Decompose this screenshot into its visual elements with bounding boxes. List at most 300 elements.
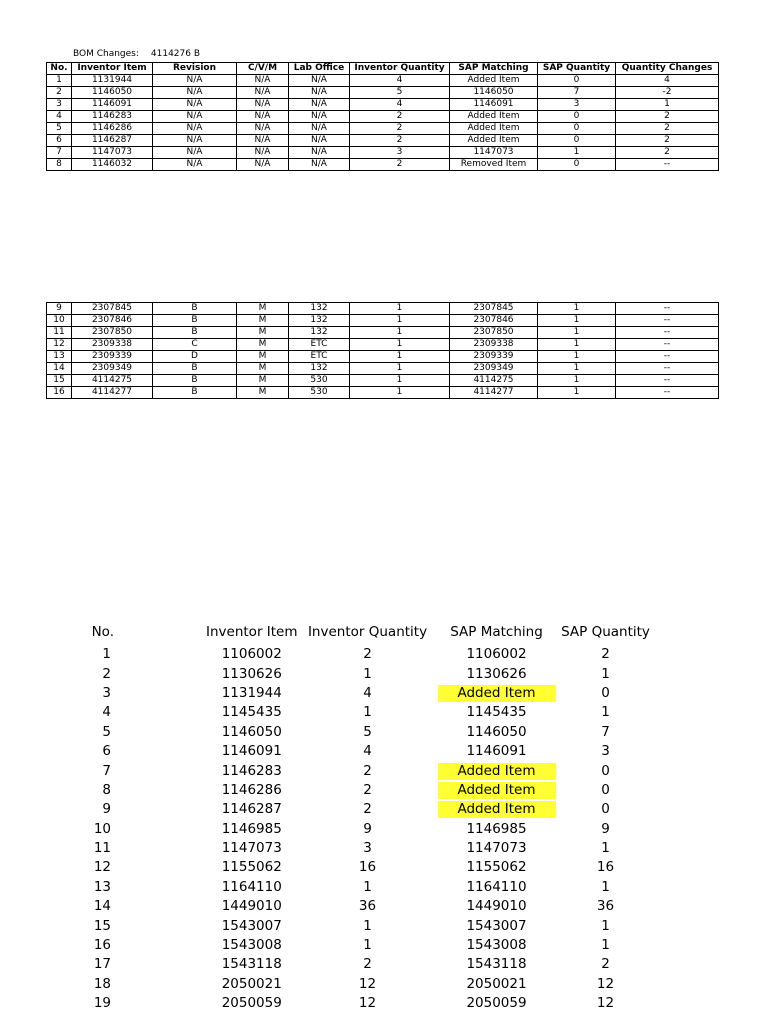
table-cell: 2307846 bbox=[450, 315, 538, 327]
list-cell: 1106002 bbox=[221, 646, 282, 663]
table-cell: -- bbox=[616, 387, 719, 399]
list-cell: 1146091 bbox=[466, 743, 527, 760]
table-cell: 2307850 bbox=[72, 327, 153, 339]
list-cell: 9 bbox=[601, 820, 610, 837]
list-cell: 5 bbox=[363, 723, 372, 740]
list-item bbox=[0, 742, 656, 761]
list-cell bbox=[438, 761, 556, 780]
table-cell: N/A bbox=[237, 99, 289, 111]
table-cell: 4 bbox=[47, 111, 72, 123]
table-cell: N/A bbox=[153, 99, 237, 111]
table-cell: 13 bbox=[47, 351, 72, 363]
list-cell: 1543118 bbox=[466, 956, 527, 973]
table-cell: 132 bbox=[289, 315, 350, 327]
table-row bbox=[47, 99, 719, 111]
table-cell: 1 bbox=[538, 363, 616, 375]
list-cell: 1146286 bbox=[221, 781, 282, 798]
list-cell: 4 bbox=[363, 684, 372, 701]
list-cell: 1 bbox=[363, 878, 372, 895]
list-cell: 4 bbox=[363, 743, 372, 760]
list-cell: 1543008 bbox=[221, 937, 282, 954]
added-item-highlight: Added Item bbox=[438, 685, 556, 702]
table-cell: 4114275 bbox=[450, 375, 538, 387]
list-cell: 1146287 bbox=[221, 801, 282, 818]
list-cell: 1 bbox=[601, 917, 610, 934]
table-cell: 2 bbox=[47, 87, 72, 99]
table-cell: N/A bbox=[237, 135, 289, 147]
table-cell: Added Item bbox=[450, 135, 538, 147]
table-cell: Added Item bbox=[450, 75, 538, 87]
table-cell: 2309338 bbox=[450, 339, 538, 351]
table-cell: 2309339 bbox=[72, 351, 153, 363]
list-cell: 1146985 bbox=[221, 820, 282, 837]
table-row bbox=[47, 303, 719, 315]
list-cell: 2 bbox=[363, 781, 372, 798]
table-cell: 132 bbox=[289, 303, 350, 315]
table-cell: 2309338 bbox=[72, 339, 153, 351]
bom-changes-table-continued bbox=[46, 302, 719, 399]
list-cell: 0 bbox=[601, 684, 610, 701]
list-item bbox=[0, 878, 656, 897]
bom-changes-table bbox=[46, 62, 719, 171]
column-header: Revision bbox=[153, 63, 237, 75]
list-cell: 1146091 bbox=[221, 743, 282, 760]
list-cell: 2 bbox=[102, 665, 111, 682]
table-cell: 2309339 bbox=[450, 351, 538, 363]
list-cell: 12 bbox=[93, 859, 111, 876]
bom-changes-value: 4114276 B bbox=[150, 49, 201, 59]
list-cell: 1 bbox=[363, 917, 372, 934]
table-cell: 1146287 bbox=[72, 135, 153, 147]
table-cell: N/A bbox=[289, 135, 350, 147]
table-cell: 1 bbox=[616, 99, 719, 111]
table-cell: 3 bbox=[350, 147, 450, 159]
table-cell: 1146091 bbox=[450, 99, 538, 111]
table-cell: N/A bbox=[237, 111, 289, 123]
list-cell: 1 bbox=[363, 665, 372, 682]
table-cell: 4 bbox=[350, 75, 450, 87]
list-cell: 1 bbox=[601, 937, 610, 954]
table-cell: 2309349 bbox=[72, 363, 153, 375]
list-cell: 16 bbox=[93, 937, 111, 954]
list-cell: 0 bbox=[601, 781, 610, 798]
list-cell: 2 bbox=[363, 956, 372, 973]
list-cell: 1 bbox=[363, 704, 372, 721]
table-cell: 530 bbox=[289, 375, 350, 387]
list-cell: 2 bbox=[601, 646, 610, 663]
table-cell: 14 bbox=[47, 363, 72, 375]
list-cell: 1 bbox=[102, 646, 111, 663]
table-row bbox=[47, 147, 719, 159]
table-cell: N/A bbox=[289, 111, 350, 123]
list-item bbox=[0, 839, 656, 858]
table-cell: -- bbox=[616, 351, 719, 363]
table-cell: 1146050 bbox=[72, 87, 153, 99]
table-cell: 1146032 bbox=[72, 159, 153, 171]
table-cell: 2 bbox=[616, 123, 719, 135]
list-item bbox=[0, 761, 656, 780]
list-cell: 1543007 bbox=[466, 917, 527, 934]
table-cell: N/A bbox=[153, 147, 237, 159]
column-header: No. bbox=[47, 63, 72, 75]
added-item-highlight: Added Item bbox=[438, 801, 556, 818]
list-cell: 0 bbox=[601, 762, 610, 779]
table-cell: 530 bbox=[289, 387, 350, 399]
list-item bbox=[0, 664, 656, 683]
bom-changes-caption bbox=[73, 49, 200, 59]
table-cell: 1 bbox=[350, 375, 450, 387]
table-cell: B bbox=[153, 327, 237, 339]
list-cell bbox=[438, 684, 556, 703]
list-cell: 1449010 bbox=[466, 898, 527, 915]
table-row bbox=[47, 87, 719, 99]
table-cell: 7 bbox=[538, 87, 616, 99]
table-cell: 2309349 bbox=[450, 363, 538, 375]
list-cell: 2050059 bbox=[221, 995, 282, 1012]
table-cell: ETC bbox=[289, 339, 350, 351]
list-item bbox=[0, 936, 656, 955]
table-cell: 1146091 bbox=[72, 99, 153, 111]
list-cell: 3 bbox=[601, 743, 610, 760]
column-header: SAP Matching bbox=[450, 63, 538, 75]
column-header: SAP Quantity bbox=[561, 624, 650, 640]
list-cell: 13 bbox=[93, 878, 111, 895]
table-cell: 9 bbox=[47, 303, 72, 315]
list-item bbox=[0, 820, 656, 839]
table-cell: N/A bbox=[153, 123, 237, 135]
table-cell: 3 bbox=[47, 99, 72, 111]
table-cell: N/A bbox=[237, 159, 289, 171]
list-cell: 3 bbox=[102, 684, 111, 701]
table-cell: M bbox=[237, 339, 289, 351]
list-cell: 2050021 bbox=[466, 975, 527, 992]
table-cell: 1 bbox=[538, 303, 616, 315]
table-cell: 1 bbox=[538, 147, 616, 159]
list-cell: 2050021 bbox=[221, 975, 282, 992]
table-cell: 1 bbox=[538, 351, 616, 363]
table-cell: 2 bbox=[350, 135, 450, 147]
list-item bbox=[0, 723, 656, 742]
table-cell: 16 bbox=[47, 387, 72, 399]
table-cell: M bbox=[237, 375, 289, 387]
list-cell: 4 bbox=[102, 704, 111, 721]
table-cell: 1 bbox=[350, 351, 450, 363]
list-cell: 19 bbox=[93, 995, 111, 1012]
list-item bbox=[0, 858, 656, 877]
list-cell: 16 bbox=[358, 859, 377, 876]
list-cell: 12 bbox=[358, 975, 377, 992]
table-cell: M bbox=[237, 351, 289, 363]
column-header: Inventor Item bbox=[206, 624, 298, 640]
table-cell: 0 bbox=[538, 111, 616, 123]
list-cell: 1145435 bbox=[221, 704, 282, 721]
list-header-row bbox=[0, 619, 656, 645]
table-cell: C bbox=[153, 339, 237, 351]
table-cell: 132 bbox=[289, 327, 350, 339]
list-item bbox=[0, 897, 656, 916]
table-cell: ETC bbox=[289, 351, 350, 363]
list-cell: 1449010 bbox=[221, 898, 282, 915]
table-cell: 132 bbox=[289, 363, 350, 375]
table-cell: 2 bbox=[616, 147, 719, 159]
list-cell: 36 bbox=[358, 898, 377, 915]
table-row bbox=[47, 327, 719, 339]
table-cell: Removed Item bbox=[450, 159, 538, 171]
table-cell: 1 bbox=[538, 327, 616, 339]
table-cell: 2307845 bbox=[450, 303, 538, 315]
list-cell: 17 bbox=[93, 956, 111, 973]
table-cell: 0 bbox=[538, 123, 616, 135]
table-cell: -- bbox=[616, 327, 719, 339]
table-cell: 15 bbox=[47, 375, 72, 387]
list-cell: 11 bbox=[93, 840, 111, 857]
list-cell: 1146050 bbox=[221, 723, 282, 740]
list-cell: 1 bbox=[601, 840, 610, 857]
table-cell: 11 bbox=[47, 327, 72, 339]
column-header: Quantity Changes bbox=[616, 63, 719, 75]
list-cell: 2 bbox=[601, 956, 610, 973]
table-cell: N/A bbox=[289, 75, 350, 87]
column-header: Inventor Quantity bbox=[350, 63, 450, 75]
list-cell: 1131944 bbox=[221, 684, 282, 701]
table-cell: 2307845 bbox=[72, 303, 153, 315]
column-header: C/V/M bbox=[237, 63, 289, 75]
table-cell: 4114277 bbox=[72, 387, 153, 399]
table-cell: 1 bbox=[47, 75, 72, 87]
table-cell: -- bbox=[616, 339, 719, 351]
table-cell: -- bbox=[616, 315, 719, 327]
table-cell: 2 bbox=[616, 111, 719, 123]
list-cell: 1 bbox=[601, 704, 610, 721]
table-cell: 7 bbox=[47, 147, 72, 159]
list-cell: 9 bbox=[102, 801, 111, 818]
table-row bbox=[47, 387, 719, 399]
table-cell: B bbox=[153, 387, 237, 399]
column-header: Lab Office bbox=[289, 63, 350, 75]
table-cell: N/A bbox=[153, 135, 237, 147]
table-cell: 1 bbox=[350, 339, 450, 351]
table-cell: N/A bbox=[153, 87, 237, 99]
list-cell: 1130626 bbox=[466, 665, 527, 682]
list-cell: 1 bbox=[601, 878, 610, 895]
table-cell: 1 bbox=[538, 339, 616, 351]
table-cell: 0 bbox=[538, 159, 616, 171]
list-cell: 36 bbox=[596, 898, 615, 915]
list-cell: 1146283 bbox=[221, 762, 282, 779]
table-cell: 1 bbox=[350, 363, 450, 375]
table-cell: 2 bbox=[616, 135, 719, 147]
list-cell: 15 bbox=[93, 917, 111, 934]
list-cell: 1 bbox=[601, 665, 610, 682]
list-cell: 3 bbox=[363, 840, 372, 857]
list-cell: 2050059 bbox=[466, 995, 527, 1012]
inventor-sap-list bbox=[0, 619, 656, 1013]
list-item bbox=[0, 703, 656, 722]
list-cell: 7 bbox=[601, 723, 610, 740]
table-cell: N/A bbox=[153, 159, 237, 171]
table-cell: Added Item bbox=[450, 123, 538, 135]
table-cell: N/A bbox=[289, 159, 350, 171]
table-cell: N/A bbox=[237, 123, 289, 135]
list-cell: 18 bbox=[93, 975, 111, 992]
list-item bbox=[0, 684, 656, 703]
list-cell: 9 bbox=[363, 820, 372, 837]
table-cell: D bbox=[153, 351, 237, 363]
list-cell: 2 bbox=[363, 801, 372, 818]
table-cell: 0 bbox=[538, 135, 616, 147]
list-cell: 1106002 bbox=[466, 646, 527, 663]
list-item bbox=[0, 916, 656, 935]
table-cell: 4 bbox=[616, 75, 719, 87]
list-cell: 1 bbox=[363, 937, 372, 954]
table-cell: M bbox=[237, 387, 289, 399]
list-cell: 1147073 bbox=[221, 840, 282, 857]
table-cell: 10 bbox=[47, 315, 72, 327]
table-cell: 1 bbox=[350, 327, 450, 339]
list-cell: 12 bbox=[358, 995, 377, 1012]
list-cell bbox=[438, 781, 556, 800]
table-cell: 1 bbox=[538, 387, 616, 399]
table-cell: 6 bbox=[47, 135, 72, 147]
table-cell: N/A bbox=[237, 147, 289, 159]
list-cell: 1543007 bbox=[221, 917, 282, 934]
table-cell: -2 bbox=[616, 87, 719, 99]
list-cell: 1146985 bbox=[466, 820, 527, 837]
table-cell: N/A bbox=[289, 99, 350, 111]
list-cell: 0 bbox=[601, 801, 610, 818]
table-cell: B bbox=[153, 315, 237, 327]
list-cell: 16 bbox=[596, 859, 615, 876]
table-cell: 1 bbox=[350, 387, 450, 399]
table-cell: N/A bbox=[237, 75, 289, 87]
table-row bbox=[47, 315, 719, 327]
table-cell: 1146050 bbox=[450, 87, 538, 99]
table-cell: 12 bbox=[47, 339, 72, 351]
table-row bbox=[47, 339, 719, 351]
list-cell: 1155062 bbox=[466, 859, 527, 876]
table-cell: B bbox=[153, 375, 237, 387]
list-cell: 12 bbox=[596, 995, 615, 1012]
table-cell: 1147073 bbox=[450, 147, 538, 159]
table-cell: 2 bbox=[350, 111, 450, 123]
list-cell: 5 bbox=[102, 723, 111, 740]
column-header: SAP Quantity bbox=[538, 63, 616, 75]
column-header: SAP Matching bbox=[450, 624, 543, 640]
table-row bbox=[47, 159, 719, 171]
table-cell: 8 bbox=[47, 159, 72, 171]
list-item bbox=[0, 800, 656, 819]
list-cell: 10 bbox=[93, 820, 111, 837]
table-cell: 2307846 bbox=[72, 315, 153, 327]
list-cell: 1543008 bbox=[466, 937, 527, 954]
list-cell: 2 bbox=[363, 762, 372, 779]
list-cell: 6 bbox=[102, 743, 111, 760]
bom-changes-header-row bbox=[47, 63, 719, 75]
list-cell: 1543118 bbox=[221, 956, 282, 973]
list-cell: 7 bbox=[102, 762, 111, 779]
table-cell: -- bbox=[616, 303, 719, 315]
table-cell: 2 bbox=[350, 123, 450, 135]
table-cell: M bbox=[237, 303, 289, 315]
table-cell: -- bbox=[616, 159, 719, 171]
table-row bbox=[47, 123, 719, 135]
list-cell: 14 bbox=[93, 898, 111, 915]
table-row bbox=[47, 351, 719, 363]
table-cell: M bbox=[237, 315, 289, 327]
list-item bbox=[0, 994, 656, 1013]
table-cell: 1 bbox=[350, 315, 450, 327]
column-header: Inventor Item bbox=[72, 63, 153, 75]
column-header: No. bbox=[91, 624, 114, 640]
table-cell: -- bbox=[616, 375, 719, 387]
list-item bbox=[0, 781, 656, 800]
table-cell: 1147073 bbox=[72, 147, 153, 159]
table-row bbox=[47, 111, 719, 123]
table-row bbox=[47, 363, 719, 375]
table-cell: N/A bbox=[289, 147, 350, 159]
table-cell: B bbox=[153, 303, 237, 315]
table-cell: M bbox=[237, 363, 289, 375]
table-cell: 1 bbox=[538, 375, 616, 387]
list-cell: 1147073 bbox=[466, 840, 527, 857]
list-item bbox=[0, 645, 656, 664]
table-cell: 1146286 bbox=[72, 123, 153, 135]
list-cell: 1164110 bbox=[466, 878, 527, 895]
table-cell: N/A bbox=[289, 123, 350, 135]
table-cell: 2307850 bbox=[450, 327, 538, 339]
table-cell: 1 bbox=[350, 303, 450, 315]
list-item bbox=[0, 975, 656, 994]
table-cell: 3 bbox=[538, 99, 616, 111]
list-cell: 1146050 bbox=[466, 723, 527, 740]
table-cell: 4114275 bbox=[72, 375, 153, 387]
table-row bbox=[47, 135, 719, 147]
list-cell: 1145435 bbox=[466, 704, 527, 721]
table-cell: 0 bbox=[538, 75, 616, 87]
table-cell: 2 bbox=[350, 159, 450, 171]
added-item-highlight: Added Item bbox=[438, 763, 556, 780]
table-cell: 4 bbox=[350, 99, 450, 111]
list-cell: 2 bbox=[363, 646, 372, 663]
table-cell: Added Item bbox=[450, 111, 538, 123]
list-cell: 1155062 bbox=[221, 859, 282, 876]
list-cell bbox=[438, 800, 556, 819]
column-header: Inventor Quantity bbox=[307, 624, 428, 640]
table-cell: 1146283 bbox=[72, 111, 153, 123]
table-cell: 5 bbox=[350, 87, 450, 99]
bom-changes-label: BOM Changes: bbox=[73, 49, 139, 59]
list-cell: 12 bbox=[596, 975, 615, 992]
table-cell: N/A bbox=[153, 111, 237, 123]
table-cell: 1 bbox=[538, 315, 616, 327]
list-cell: 1130626 bbox=[221, 665, 282, 682]
table-row bbox=[47, 75, 719, 87]
table-cell: N/A bbox=[289, 87, 350, 99]
table-row bbox=[47, 375, 719, 387]
table-cell: 5 bbox=[47, 123, 72, 135]
table-cell: N/A bbox=[153, 75, 237, 87]
table-cell: M bbox=[237, 327, 289, 339]
table-cell: B bbox=[153, 363, 237, 375]
list-cell: 1164110 bbox=[221, 878, 282, 895]
list-item bbox=[0, 955, 656, 974]
table-cell: N/A bbox=[237, 87, 289, 99]
added-item-highlight: Added Item bbox=[438, 782, 556, 799]
table-cell: -- bbox=[616, 363, 719, 375]
list-cell: 8 bbox=[102, 781, 111, 798]
table-cell: 1131944 bbox=[72, 75, 153, 87]
table-cell: 4114277 bbox=[450, 387, 538, 399]
